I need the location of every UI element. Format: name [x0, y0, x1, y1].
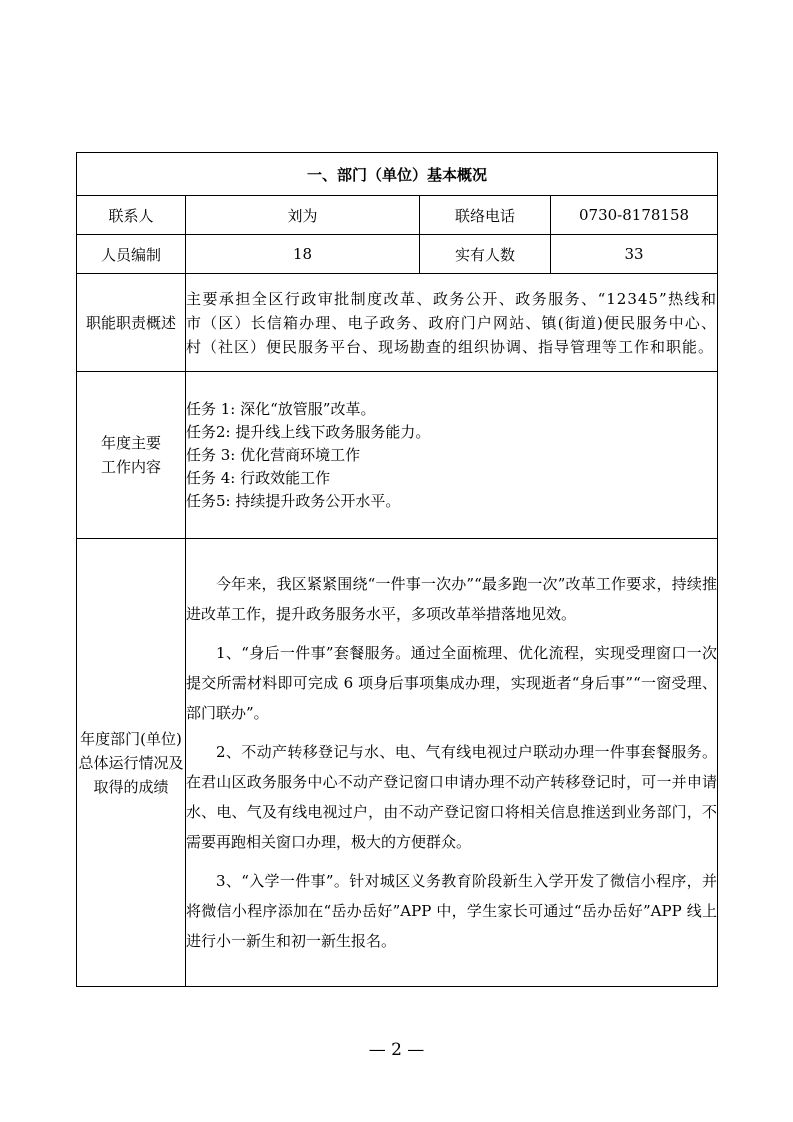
- staff-quota-label: 人员编制: [77, 235, 186, 274]
- staff-quota-value: 18: [186, 235, 420, 274]
- annual-work-label-line1: 年度主要: [100, 434, 161, 452]
- contact-value: 刘为: [186, 196, 420, 235]
- section-title: 一、部门（单位）基本概况: [77, 153, 718, 196]
- achievement-paragraph: 2、不动产转移登记与水、电、气有线电视过户联动办理一件事套餐服务。在君山区政务服务中心不动产登记窗口申请办理不动产转移登记时，可一并申请水、电、气及有线电视过户，由不动产登记窗口将相关信息推送到业务部门，不需要再跑相关窗口办理，极大的方便群众。: [186, 743, 718, 851]
- contact-label: 联系人: [77, 196, 186, 235]
- page-number: — 2 —: [368, 1040, 425, 1060]
- task-item: 任务 1: 深化“放管服”改革。: [186, 399, 376, 418]
- achievement-paragraph: 3、“入学一件事”。针对城区义务教育阶段新生入学开发了微信小程序，并将微信小程序添加在“岳办岳好”APP 中，学生家长可通过“岳办岳好”APP 线上进行小一新生和初一新生报名。: [186, 872, 718, 950]
- achievements-label-line2: 总体运行情况及: [78, 753, 184, 772]
- phone-value: 0730-8178158: [551, 196, 718, 235]
- duties-label: 职能职责概述: [77, 274, 186, 372]
- basic-info-table: [76, 152, 718, 987]
- actual-staff-label: 实有人数: [420, 235, 551, 274]
- achievements-label-line3: 取得的成绩: [93, 777, 169, 796]
- task-item: 任务2: 提升线上线下政务服务能力。: [186, 422, 431, 441]
- task-item: 任务 4: 行政效能工作: [186, 468, 331, 487]
- achievement-paragraph: 今年来，我区紧紧围绕“一件事一次办”“最多跑一次”改革工作要求，持续推进改革工作，提升政务服务水平，多项改革举措落地见效。: [186, 575, 718, 623]
- achievement-paragraph: 1、“身后一件事”套餐服务。通过全面梳理、优化流程，实现受理窗口一次提交所需材料即可完成 6 项身后事项集成办理，实现逝者“身后事”“一窗受理、部门联办”。: [186, 644, 718, 722]
- phone-label: 联络电话: [420, 196, 551, 235]
- task-item: 任务5: 持续提升政务公开水平。: [186, 491, 401, 510]
- annual-work-label: [77, 372, 186, 539]
- task-list: [186, 372, 718, 539]
- annual-work-label-line2: 工作内容: [100, 458, 161, 476]
- achievements-label-line1: 年度部门(单位): [80, 729, 182, 748]
- duties-text: 主要承担全区行政审批制度改革、政务公开、政务服务、“12345”热线和市（区）长信箱办理、电子政务、政府门户网站、镇(街道)便民服务中心、村（社区）便民服务平台、现场勘查的组织协调、指导管理等工作和职能。: [186, 274, 718, 372]
- task-item: 任务 3: 优化营商环境工作: [186, 445, 361, 464]
- actual-staff-value: 33: [551, 235, 718, 274]
- achievements-content: [186, 539, 718, 987]
- achievements-label: [77, 539, 186, 987]
